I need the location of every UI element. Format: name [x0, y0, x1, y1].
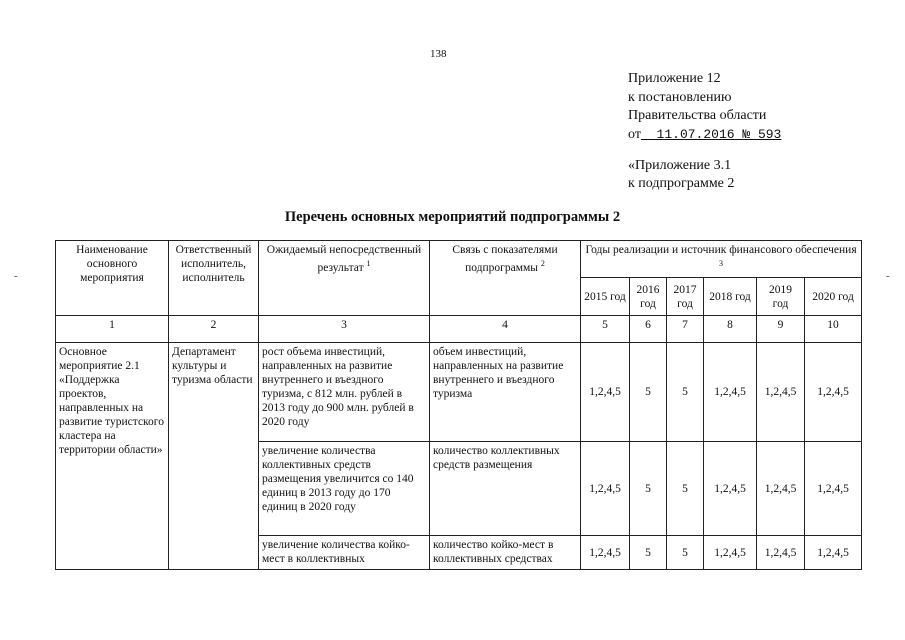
year-value: 1,2,4,5	[704, 442, 757, 536]
appendix-line-2: к постановлению	[628, 89, 732, 105]
date-prefix: от	[628, 126, 641, 142]
appendix-line-1: Приложение 12	[628, 71, 721, 86]
year-value: 5	[630, 442, 667, 536]
footnote-1: 1	[366, 259, 371, 268]
appendix-block	[628, 70, 781, 144]
header-activity: Наименование основного мероприятия	[56, 241, 169, 316]
expected-result: рост объема инвестиций, направленных на развитие внутреннего и въездного туризма, с 812 млн. рублей в 2013 году до 900 млн. рублей в 2020 году	[259, 343, 430, 442]
appendix-date	[628, 126, 781, 145]
indicator-link: объем инвестиций, направленных на развитие внутреннего и въездного туризма	[430, 343, 581, 442]
activity-name: Основное мероприятие 2.1 «Поддержка проектов, направленных на развитие туристского кластера на территории области»	[56, 343, 169, 570]
document-title: Перечень основных мероприятий подпрограммы 2	[284, 209, 621, 225]
executor-name: Департамент культуры и туризма области	[169, 343, 259, 570]
year-value: 5	[667, 442, 704, 536]
footnote-2: 2	[540, 259, 545, 268]
column-number: 5	[581, 316, 630, 343]
year-value: 1,2,4,5	[704, 343, 757, 442]
year-value: 1,2,4,5	[805, 442, 862, 536]
table-row	[56, 343, 862, 442]
header-years: Годы реализации и источник финансового обеспечения $^3$	[581, 241, 862, 278]
appendix-line-3: Правительства области	[628, 108, 767, 123]
column-number: 10	[805, 316, 862, 343]
indicator-link: количество коллективных средств размещения	[430, 442, 581, 536]
year-value: 5	[630, 343, 667, 442]
header-result: Ожидаемый непосредственный результат $^1$	[259, 241, 430, 316]
margin-mark-left: -	[14, 270, 18, 282]
year-value: 1,2,4,5	[581, 343, 630, 442]
year-value: 1,2,4,5	[581, 536, 630, 570]
subprogram-appendix-line-1: «Приложение 3.1	[628, 158, 732, 173]
year-value: 5	[630, 536, 667, 570]
indicator-link: количество койко-мест в коллективных средствах	[430, 536, 581, 570]
year-2015: 2015 год	[581, 278, 630, 316]
expected-result: увеличение количества коллективных средств размещения увеличится со 140 единиц в 2013 году до 170 единиц в 2020 году	[259, 442, 430, 536]
year-value: 1,2,4,5	[757, 343, 805, 442]
year-2018: 2018 год	[704, 278, 757, 316]
column-number: 1	[56, 316, 169, 343]
column-number: 3	[259, 316, 430, 343]
column-number: 8	[704, 316, 757, 343]
subprogram-appendix-block	[628, 157, 734, 193]
column-number: 4	[430, 316, 581, 343]
footnote-3: 3	[719, 259, 724, 268]
year-2020: 2020 год	[805, 278, 862, 316]
year-2017: 2017 год	[667, 278, 704, 316]
page-number: 138	[430, 48, 447, 60]
year-value: 1,2,4,5	[805, 536, 862, 570]
year-value: 1,2,4,5	[757, 442, 805, 536]
year-2016: 2016 год	[630, 278, 667, 316]
column-number: 7	[667, 316, 704, 343]
header-executor: Ответственный исполнитель, исполнитель	[169, 241, 259, 316]
column-number: 6	[630, 316, 667, 343]
margin-mark-right: -	[886, 270, 890, 282]
year-value: 5	[667, 343, 704, 442]
column-number: 2	[169, 316, 259, 343]
subprogram-appendix-line-2: к подпрограмме 2	[628, 176, 735, 191]
year-2019: 2019 год	[757, 278, 805, 316]
year-value: 1,2,4,5	[805, 343, 862, 442]
column-number-row	[56, 316, 862, 343]
year-value: 1,2,4,5	[704, 536, 757, 570]
column-number: 9	[757, 316, 805, 343]
header-row	[56, 241, 862, 278]
expected-result: увеличение количества койко-мест в коллективных	[259, 536, 430, 570]
header-indicator: Связь с показателями подпрограммы $^2$	[430, 241, 581, 316]
year-value: 1,2,4,5	[581, 442, 630, 536]
year-value: 5	[667, 536, 704, 570]
date-value: 11.07.2016 № 593	[640, 126, 782, 142]
activities-table	[55, 240, 862, 570]
year-value: 1,2,4,5	[757, 536, 805, 570]
